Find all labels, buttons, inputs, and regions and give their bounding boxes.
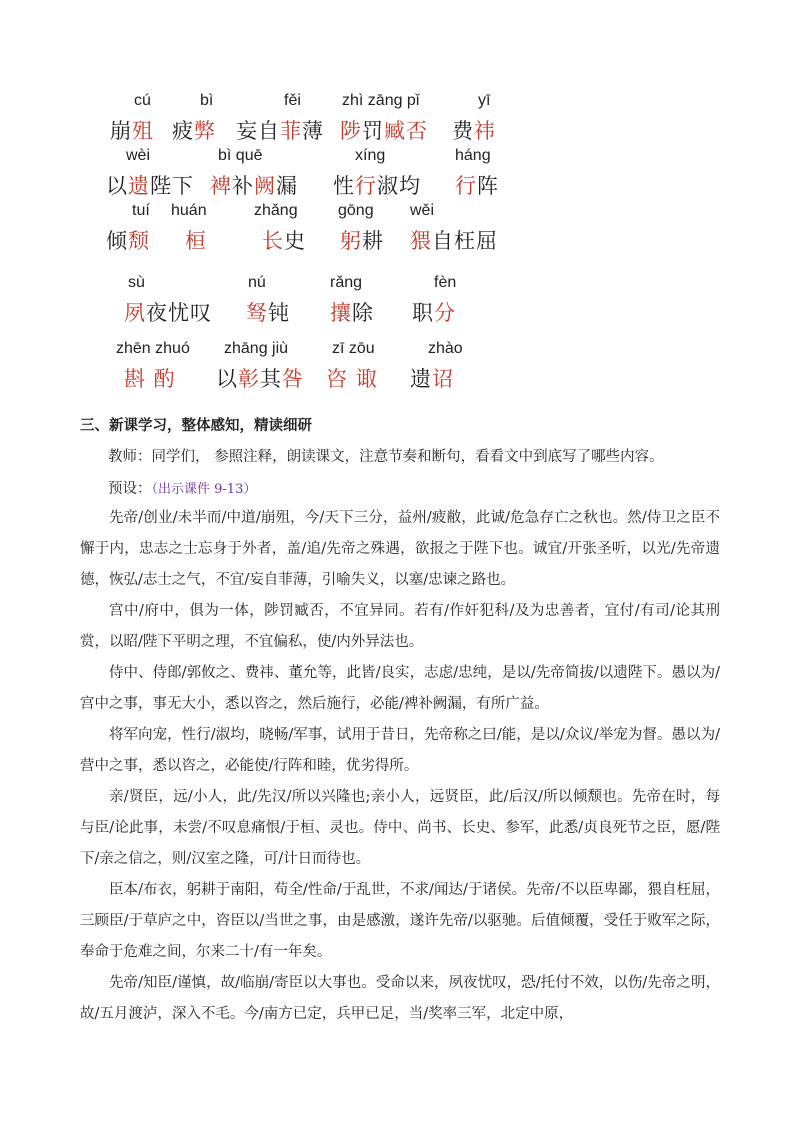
pinyin: tuí [132, 202, 150, 219]
pinyin: gōng [338, 202, 374, 219]
word-character: 补 [232, 174, 254, 198]
pinyin: zhēn zhuó [116, 340, 190, 357]
pinyin: rǎng [330, 274, 363, 291]
highlighted-character: 殂 [132, 119, 154, 143]
pinyin: bì quē [218, 147, 263, 164]
highlighted-character: 颓 [128, 229, 150, 253]
pinyin: fěi [284, 92, 301, 109]
highlighted-character: 夙 [124, 301, 146, 325]
highlighted-character: 行 [355, 174, 377, 198]
highlighted-character: 裨 [210, 174, 232, 198]
text-paragraph: 先帝/知臣/谨慎，故/临崩/寄臣以大事也。受命以来，夙夜忧叹，恐/托付不效，以伤/先帝之明，故/五月渡泸，深入不毛。今/南方已定，兵甲已足，当/奖率三军，北定中原， [80, 975, 720, 1022]
chinese-word [124, 363, 176, 393]
pinyin: zī zōu [332, 340, 375, 357]
word-character: 淑均 [377, 174, 421, 198]
pinyin: nú [248, 274, 266, 291]
word-character: 妄自 [236, 119, 280, 143]
word-character: 自枉屈 [432, 229, 498, 253]
pinyin: sù [128, 274, 145, 291]
pinyin: zhāng jiù [224, 340, 289, 357]
vocab-row [0, 202, 794, 262]
preset-label: 预设： [108, 481, 152, 497]
highlighted-character: 斟 酌 [124, 367, 176, 391]
word-character: 费 [452, 119, 474, 143]
highlighted-character: 桓 [185, 229, 207, 253]
pinyin: yī [478, 92, 491, 109]
word-character: 罚 [362, 119, 384, 143]
word-character: 夜忧叹 [146, 301, 212, 325]
highlighted-character: 遗 [128, 174, 150, 198]
word-character: 陛下 [150, 174, 194, 198]
vocab-row [0, 92, 794, 152]
chinese-word [340, 115, 428, 145]
highlighted-character: 咨 诹 [326, 367, 378, 391]
text-paragraph: 先帝/创业/未半而/中道/崩殂，今/天下三分，益州/疲敝，此诚/危急存亡之秋也。然/侍卫之臣不懈于内，忠志之士忘身于外者，盖/追/先帝之殊遇，欲报之于陛下也。诚宜/开张圣听，以光/先帝遗德，恢弘/志士之气，不宜/妄自菲薄，引喻失义，以塞/忠谏之路也。 [80, 510, 720, 588]
chinese-word [410, 363, 454, 393]
vocab-row [0, 147, 794, 207]
word-character: 职 [412, 301, 434, 325]
pinyin: wěi [410, 202, 435, 219]
text-paragraph: 臣本/布衣，躬耕于南阳，苟全/性命/于乱世，不求/闻达/于诸侯。先帝/不以臣卑鄙，猥自枉屈，三顾臣/于草庐之中，咨臣以/当世之事，由是感激，遂许先帝/以驱驰。后值倾覆，受任于败军之际，奉命于危难之间，尔来二十/有一年矣。 [80, 882, 720, 960]
chinese-word [110, 115, 154, 145]
teacher-instruction: 教师：同学们， 参照注释，朗读课文，注意节奏和断句，看看文中到底写了哪些内容。 [108, 449, 664, 465]
pinyin: wèi [126, 147, 151, 164]
chinese-word [330, 297, 374, 327]
highlighted-character: 分 [434, 301, 456, 325]
pinyin: zhào [428, 340, 463, 357]
word-character: 倾 [106, 229, 128, 253]
highlighted-character: 祎 [474, 119, 496, 143]
word-character: 钝 [268, 301, 290, 325]
highlighted-character: 驽 [246, 301, 268, 325]
chinese-word [216, 363, 304, 393]
word-character: 其 [260, 367, 282, 391]
pinyin: bì [200, 92, 214, 109]
vocab-row [0, 274, 794, 334]
chinese-word [172, 115, 216, 145]
text-paragraph: 宫中/府中，俱为一体，陟罚臧否，不宜异同。若有/作奸犯科/及为忠善者，宜付/有司/论其刑赏，以昭/陛下平明之理，不宜偏私，使/内外异法也。 [80, 603, 720, 650]
chinese-word [452, 115, 496, 145]
highlighted-character: 弊 [194, 119, 216, 143]
word-character: 阵 [477, 174, 499, 198]
highlighted-character: 躬 [340, 229, 362, 253]
highlighted-character: 长 [262, 229, 284, 253]
word-character: 以 [106, 174, 128, 198]
word-character: 薄 [302, 119, 324, 143]
chinese-word [106, 225, 150, 255]
highlighted-character: 猥 [410, 229, 432, 253]
word-character: 漏 [276, 174, 298, 198]
word-character: 史 [284, 229, 306, 253]
chinese-word [340, 225, 384, 255]
chinese-word [412, 297, 456, 327]
highlighted-character: 行 [455, 174, 477, 198]
chinese-word [124, 297, 212, 327]
preset-note: （出示课件 9-13） [151, 482, 257, 497]
word-character: 除 [352, 301, 374, 325]
vocab-row [0, 340, 794, 400]
highlighted-character: 臧否 [384, 119, 428, 143]
chinese-word [210, 170, 298, 200]
pinyin: fèn [434, 274, 457, 291]
section-heading: 三、新课学习，整体感知，精读细研 [80, 417, 312, 434]
pinyin: háng [455, 147, 491, 164]
chinese-word [246, 297, 290, 327]
highlighted-character: 陟 [340, 119, 362, 143]
chinese-word [236, 115, 324, 145]
chinese-word [410, 225, 498, 255]
highlighted-character: 菲 [280, 119, 302, 143]
text-paragraph: 侍中、侍郎/郭攸之、费祎、董允等，此皆/良实，志虑/忠纯，是以/先帝简拔/以遗陛下。愚以为/宫中之事，事无大小，悉以咨之，然后施行，必能/裨补阙漏，有所广益。 [80, 665, 720, 712]
pinyin: zhǎng [254, 202, 298, 219]
highlighted-character: 诏 [432, 367, 454, 391]
chinese-word [185, 225, 207, 255]
word-character: 耕 [362, 229, 384, 253]
text-paragraph: 亲/贤臣，远/小人，此/先汉/所以兴隆也;亲小人，远贤臣，此/后汉/所以倾颓也。先帝在时，每与臣/论此事，未尝/不叹息痛恨/于桓、灵也。侍中、尚书、长史、参军，此悉/贞良死节之臣，愿/陛下/亲之信之，则/汉室之隆，可/计日而待也。 [80, 789, 720, 867]
preset-line [108, 477, 256, 498]
chinese-word [106, 170, 194, 200]
word-character: 以 [216, 367, 238, 391]
pinyin: xíng [355, 147, 386, 164]
pinyin: cú [134, 92, 151, 109]
word-character: 遗 [410, 367, 432, 391]
chinese-word [333, 170, 421, 200]
highlighted-character: 咎 [282, 367, 304, 391]
pinyin: zhì zāng pǐ [342, 92, 420, 109]
pinyin: huán [171, 202, 207, 219]
highlighted-character: 阙 [254, 174, 276, 198]
chinese-word [262, 225, 306, 255]
chinese-word [326, 363, 378, 393]
word-character: 性 [333, 174, 355, 198]
word-character: 崩 [110, 119, 132, 143]
chinese-word [455, 170, 499, 200]
word-character: 疲 [172, 119, 194, 143]
text-paragraph: 将军向宠，性行/淑均，晓畅/军事，试用于昔日，先帝称之曰/能，是以/众议/举宠为督。愚以为/营中之事，悉以咨之，必能使/行阵和睦，优劣得所。 [80, 727, 720, 774]
highlighted-character: 攘 [330, 301, 352, 325]
highlighted-character: 彰 [238, 367, 260, 391]
